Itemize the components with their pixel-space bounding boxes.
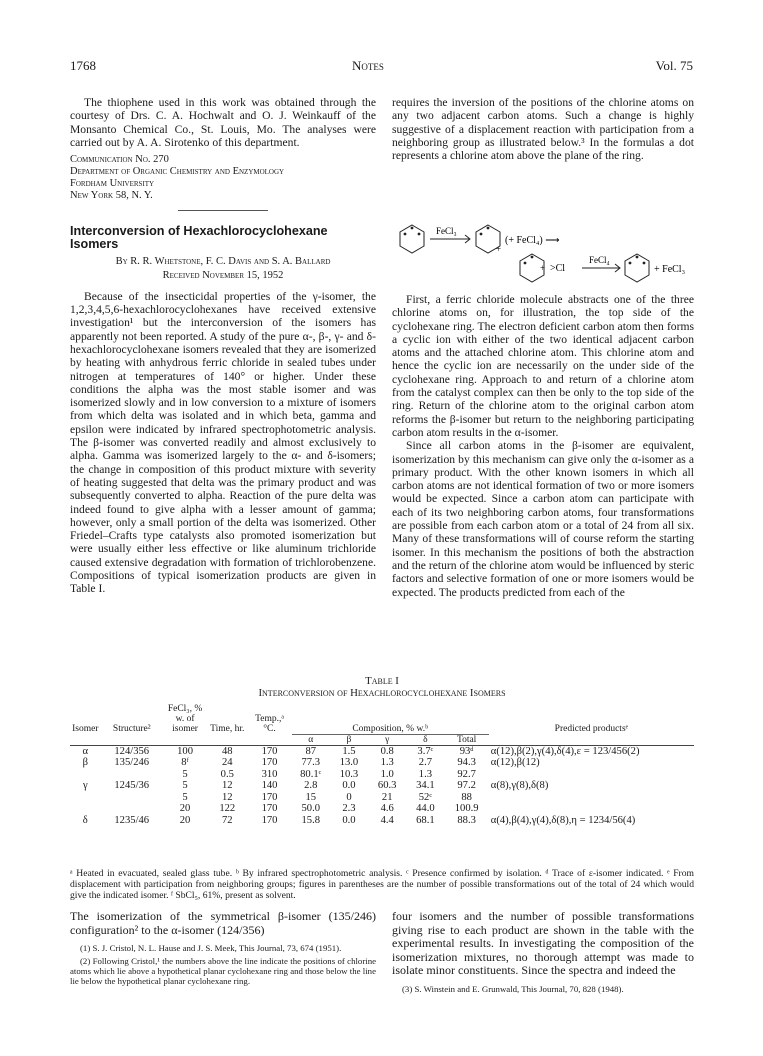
table-cell: γ	[82, 780, 88, 792]
communication-number: Communication No. 270	[70, 154, 169, 166]
table-cell: 2.8	[304, 780, 318, 792]
table-cell: α(12),β(2),γ(4),δ(4),ε = 123/456(2)	[490, 745, 640, 757]
svg-text:+: +	[540, 263, 546, 273]
table-cell: 170	[261, 815, 278, 827]
table-cell: 170	[261, 745, 278, 757]
footnotes	[392, 984, 694, 994]
table-cell: 34.1	[416, 780, 435, 792]
table-cell: 2.3	[342, 803, 356, 815]
table-cell: 0.5	[220, 768, 234, 780]
table-cell: 60.3	[377, 780, 397, 792]
table-cell: 1.3	[380, 757, 394, 769]
body-paragraph: requires the inversion of the positions of the chlorine atoms on any two adjacent carbon atoms. Such a change is highly suggestive of a displacement reaction with participation from a neighboring group as illustrated below.³ In the formulas a dot represents a chlorine atom above the plane of the ring.	[392, 96, 694, 163]
table-cell	[489, 803, 694, 815]
table-cell: 170	[261, 757, 278, 769]
left-column	[70, 96, 376, 596]
table-cell: 170	[261, 803, 278, 815]
university: Fordham University	[70, 178, 155, 190]
table-cell: 2.7	[418, 757, 433, 769]
table-cell: 1245/36	[114, 780, 150, 792]
table-cell	[101, 792, 163, 804]
table-cell: 50.0	[301, 803, 321, 815]
header-isomer: Isomer	[72, 724, 99, 734]
article-title: Interconversion of Hexachlorocyclohexane Isomers	[70, 224, 328, 252]
table-cell: 310	[261, 768, 278, 780]
header-alpha: α	[308, 734, 314, 745]
table-cell: 15	[305, 791, 317, 803]
table-cell: 88	[461, 791, 472, 803]
table-cell: 12	[221, 791, 233, 803]
table-cell: 72	[221, 815, 233, 827]
table-cell: 97.2	[457, 780, 476, 792]
table-cell: 0.0	[342, 815, 356, 827]
table-cell: 100	[177, 745, 193, 757]
table-cell: 100.9	[454, 803, 479, 815]
table-cell: 21	[381, 791, 393, 803]
table-cell: α(4),β(4),γ(4),δ(8),η = 1234/56(4)	[490, 815, 636, 827]
table-cell: 3.7ᶜ	[417, 745, 434, 757]
table-cell	[489, 769, 694, 781]
table-row	[70, 792, 694, 804]
header-delta: δ	[423, 734, 428, 745]
table-cell: 140	[261, 780, 278, 792]
page-header	[70, 58, 693, 76]
table-cell: 80.1ᶜ	[300, 768, 322, 780]
table-cell: 87	[305, 745, 317, 757]
table-cell: 1.5	[342, 745, 356, 757]
header-time: Time, hr.	[210, 724, 245, 734]
table-cell	[489, 792, 694, 804]
footnote-1: (1) S. J. Cristol, N. L. Hause and J. S. Meek, This Journal, 73, 674 (1951).	[80, 943, 342, 954]
scheme-reagent-2: FeCl₄	[589, 255, 610, 265]
header-temp: Temp.,ᵃ °C.	[255, 714, 284, 734]
table-cell: 8ᶠ	[181, 757, 189, 769]
table-cell: 1.3	[418, 768, 433, 780]
scheme-chlorine: >Cl	[550, 263, 566, 274]
body-paragraph: Because of the insecticidal properties of the γ-isomer, the 1,2,3,4,5,6-hexachlorocyclohexanes have received extensive investigation¹ but the interconversion of the isomers has apparently not been reported. A study of the pure α-, β-, γ- and δ-hexachlorocyclohexane isomers revealed that they are isomerized by heating with anhydrous ferric chloride in sealed tubes under nitrogen at temperatures of 140° or higher. Under these conditions the alpha was the most stable isomer and was isomerized slowly and in low conversion to a mixture of isomers from which delta was isolated and in which beta, gamma and epsilon were indicated by infrared spectrophotometric analysis. The β-isomer was converted readily and almost exclusively to alpha. Gamma was isomerized largely to the α- and δ-isomers; the change in composition of this product mixture with severity of heating suggested that delta was the primary product and was subsequently converted to alpha. Reaction of the pure delta was indeed found to give alpha with a lesser amount of gamma; however, only a small portion of the delta was isomerized. Other Friedel–Crafts type catalysts also promoted isomerization but were usually either less effective or like aluminum trichloride caused extensive degradation with formation of trichlorobenzene. Compositions of typical isomerization products are given in Table I.	[70, 289, 376, 596]
table-row	[70, 757, 694, 769]
table-cell: 15.8	[301, 815, 321, 827]
footnote-2: (2) Following Cristol,¹ the numbers above the line indicate the positions of chlorine atoms which lie above a hypothetical planar cyclohexane ring and those below the line lie below the hypothetical planar cyclohexane ring.	[70, 955, 376, 987]
table-cell: 10.3	[339, 768, 359, 780]
table-cell: 124/356	[114, 745, 150, 757]
scheme-text-1: (+ FeCl₄) ⟶	[505, 235, 560, 246]
table-caption: Interconversion of Hexachlorocyclohexane Isomers	[258, 687, 506, 699]
table-cell: 88.3	[457, 815, 476, 827]
data-table	[70, 704, 694, 827]
footnotes	[70, 943, 376, 987]
table-cell: 0.0	[342, 780, 356, 792]
footnote-3: (3) S. Winstein and E. Grunwald, This Journal, 70, 828 (1948).	[402, 983, 624, 994]
table-cell	[70, 792, 101, 804]
right-column-main	[392, 293, 694, 599]
table-header-row	[70, 704, 694, 734]
table-cell: 5	[182, 768, 188, 780]
table-cell: 13.0	[339, 757, 359, 769]
table-cell	[101, 769, 163, 781]
previous-article-text: The thiophene used in this work was obtained through the courtesy of Drs. C. A. Hochwalt and O. J. Weinkauff of the Monsanto Chemical Co., St. Louis, Mo. The analyses were carried out by A. A. Sirotenko of this department.	[70, 96, 376, 149]
table-row	[70, 780, 694, 792]
table-cell: 20	[179, 815, 191, 827]
authors: By R. R. Whetstone, F. C. Davis and S. A. Ballard	[115, 255, 331, 267]
header-total: Total	[456, 734, 477, 745]
table-cell	[70, 803, 101, 815]
table-row	[70, 815, 694, 827]
table-cell: 0.8	[380, 745, 394, 757]
table-notes: ᵃ Heated in evacuated, sealed glass tube. ᵇ By infrared spectrophotometric analysis. ᶜ Presence confirmed by isolation. ᵈ Trace of ε-isomer indicated. ᵉ From displacement with participation from neighboring groups; figures in parentheses are the number of possible transformations out of the total of 24 which would give the indicated isomer. ᶠ SbCl₅, 61%, present as solvent.	[70, 868, 694, 901]
header-structure: Structure²	[112, 724, 151, 734]
reaction-scheme	[392, 222, 692, 284]
scheme-reagent-1: FeCl₃	[436, 226, 457, 236]
header-gamma: γ	[385, 734, 390, 745]
header-fecl3: FeCl₃, % w. of isomer	[167, 704, 203, 734]
left-column-bottom	[70, 910, 376, 989]
department: Department of Organic Chemistry and Enzymology	[70, 166, 285, 178]
table-cell: 5	[182, 791, 188, 803]
city: New York 58, N. Y.	[70, 190, 153, 202]
table-row	[70, 745, 694, 757]
table-cell: 52ᶜ	[418, 791, 433, 803]
table-cell: 68.1	[416, 815, 435, 827]
table-cell: δ	[82, 815, 88, 827]
table-cell: 92.7	[457, 768, 476, 780]
table-cell: 0	[346, 791, 352, 803]
table-cell: 170	[261, 791, 278, 803]
body-paragraph: four isomers and the number of possible transformations giving rise to each product are shown in the table with the experimental results. In investigating the composition of the isomerization mixtures, no thorough attempt was made to isolate minor constituents. Since the spectra and indeed the	[392, 909, 694, 978]
table-cell: 20	[179, 803, 191, 815]
section-divider	[178, 210, 268, 211]
running-section: Notes	[352, 58, 384, 73]
table-cell: 1235/46	[114, 815, 150, 827]
table-cell: 5	[182, 780, 188, 792]
table-cell	[70, 769, 101, 781]
table-cell: 4.6	[380, 803, 394, 815]
header-beta: β	[346, 734, 352, 745]
table-cell: 135/246	[114, 757, 150, 769]
page-number: 1768	[70, 58, 96, 73]
table-cell: 24	[221, 757, 233, 769]
table-subheader-row	[70, 734, 694, 745]
svg-text:+: +	[496, 244, 502, 254]
volume-label: Vol. 75	[655, 58, 693, 73]
table-cell: 94.3	[457, 757, 476, 769]
affiliation	[70, 154, 376, 202]
table-label: Table I	[365, 675, 399, 687]
table-cell: 48	[221, 745, 233, 757]
right-column-bottom	[392, 910, 694, 996]
table-cell: 77.3	[301, 757, 321, 769]
body-paragraph: Since all carbon atoms in the β-isomer are equivalent, isomerization by this mechanism can give only the α-isomer as a primary product. With the other known isomers in which all carbon atoms are not identical formation of two or more isomers would be expected. Since a carbon atom can participate with each of its two neighboring carbon atoms, four transformations are possible from each carbon atom or a total of 24 from all six. Many of these transformations will of course reform the starting isomer. In this mechanism the positions of both the abstraction and the return of the chlorine atom would be influenced by steric factors and selective formation of one or more isomers would be expected. The products predicted from each of the	[392, 439, 694, 599]
header-predicted: Predicted productsᵉ	[554, 724, 629, 734]
right-column-top	[392, 96, 694, 162]
table-cell: 12	[221, 780, 233, 792]
table-cell: α(8),γ(8),δ(8)	[490, 780, 549, 792]
table-cell: α(12),β(12)	[490, 757, 540, 769]
table-cell: β	[82, 757, 88, 769]
table-row	[70, 769, 694, 781]
received-date: Received November 15, 1952	[162, 269, 284, 281]
table-cell: 93ᵈ	[459, 745, 474, 757]
body-paragraph: First, a ferric chloride molecule abstracts one of the three chlorine atoms on, for illustration, the top side of the cyclohexane ring. The electron deficient carbon atom then forms a cyclic ion with either of the two identical adjacent carbon atoms and the attached chlorine atom. This chlorine atom and hence the cyclic ion are necessarily on the under side of the cyclohexane ring. Approach to and return of a chlorine atom from the catalyst complex can then be only to the top side of the ring. Return of the chlorine atom to the original carbon atom reforms the β-isomer but return to the neighboring participating carbon atom results in the α-isomer.	[392, 293, 694, 439]
table-row	[70, 803, 694, 815]
header-composition: Composition, % w.ᵇ	[292, 704, 489, 734]
body-paragraph: The isomerization of the symmetrical β-isomer (135/246) configuration² to the α-isomer (124/356)	[70, 909, 376, 937]
table-cell: 44.0	[416, 803, 435, 815]
table-cell	[101, 803, 163, 815]
table-cell: α	[82, 745, 89, 757]
table-body	[70, 745, 694, 827]
table-cell: 1.0	[380, 768, 394, 780]
scheme-text-2: + FeCl₃	[654, 264, 686, 275]
table-cell: 4.4	[380, 815, 394, 827]
table-cell: 122	[219, 803, 236, 815]
